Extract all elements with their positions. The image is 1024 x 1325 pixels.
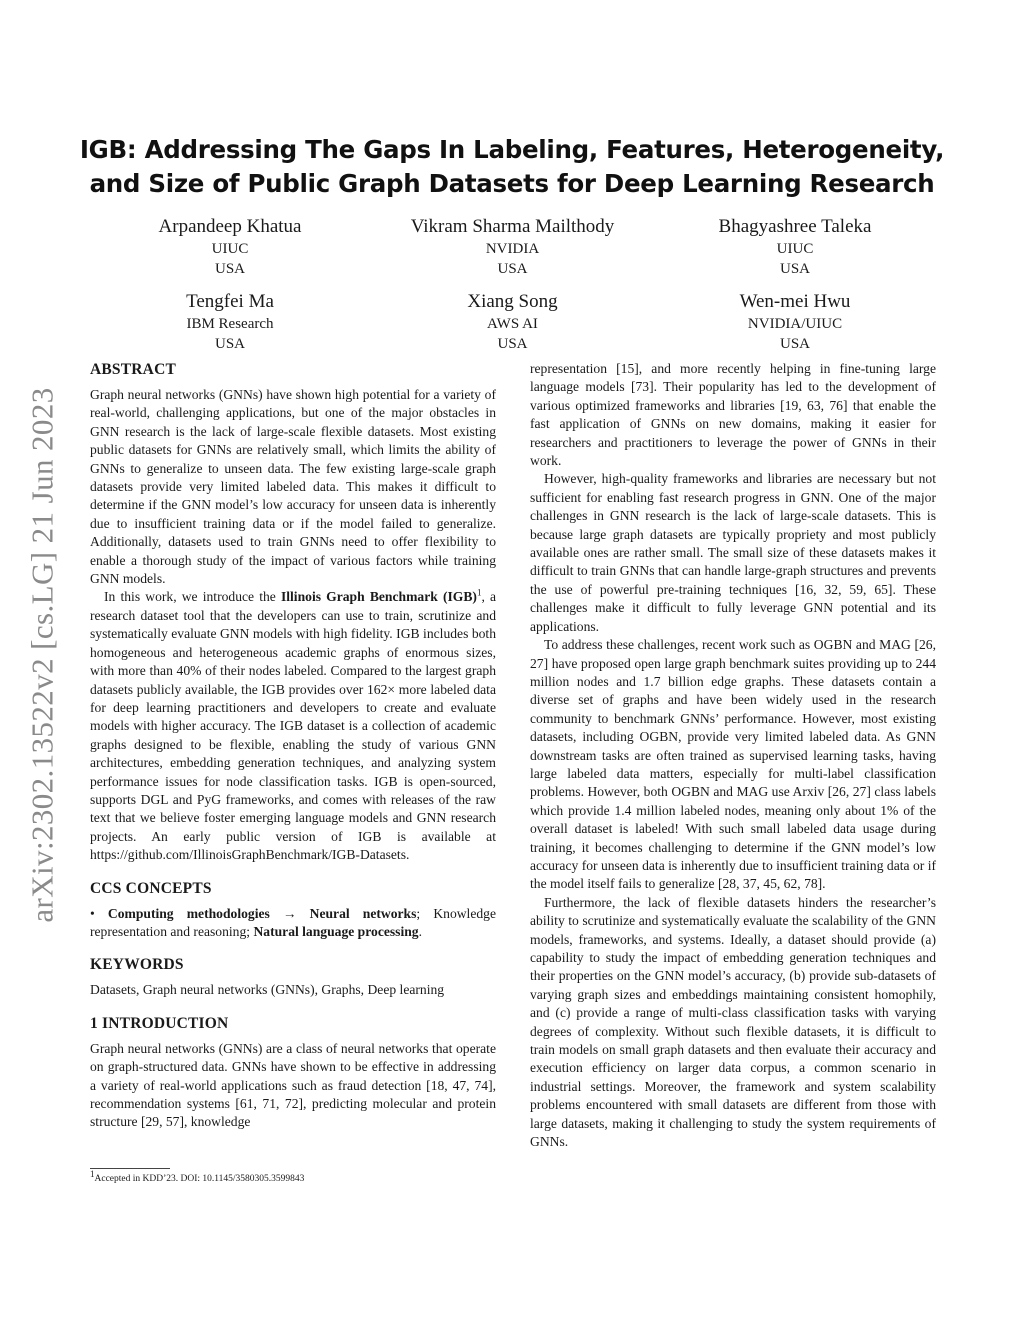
author-country: USA <box>214 336 245 352</box>
author-block <box>655 290 935 354</box>
author-country: USA <box>497 336 528 352</box>
author-country: USA <box>214 261 245 277</box>
left-column <box>90 360 496 1132</box>
author-affiliation: UIUC <box>776 241 814 257</box>
author-name: Vikram Sharma Mailthody <box>410 216 615 237</box>
footnote <box>90 1168 496 1185</box>
intro-paragraph-1: Graph neural networks (GNNs) are a class of neural networks that operate on graph-structured data. GNNs have shown to be effective in addressing a variety of real-world applications such as fraud detection [18, 47, 74], recommendation systems [61, 71, 72], predicting molecular and protein structure [29, 57], knowledge <box>90 1040 496 1130</box>
author-name: Xiang Song <box>467 291 558 312</box>
arxiv-stamp <box>22 360 64 950</box>
author-name: Wen-mei Hwu <box>739 291 851 312</box>
paper-title <box>60 133 964 201</box>
author-block <box>655 215 935 279</box>
intro-paragraph-4: Furthermore, the lack of flexible datasets hinders the researcher’s ability to scrutinize and systematically evaluate the scalability of the GNN models, frameworks, and systems. Ideally, a dataset should provide (a) capability to study the impact of embedding generation techniques and their properties on the GNN model’s accuracy, (b) provide sub-datasets of varying graph sizes and embeddings maintaining consistent homophily, and (c) provide a range of multi-class classification tasks with varying degrees of complexity. Without such flexible datasets, it is difficult to train models on small graph datasets and then evaluate their accuracy and execution efficiency on larger data corpus, a common scenario in industrial settings. Moreover, the framework and system scalability problems encountered with small datasets are different from those with large datasets, making it challenging to study the system requirements of GNNs. <box>530 894 936 1150</box>
abstract-paragraph-2 <box>90 588 496 864</box>
footnote-content: Accepted in KDD’23. DOI: 10.1145/3580305.3599843 <box>94 1174 305 1184</box>
introduction-heading: 1 INTRODUCTION <box>90 1014 229 1032</box>
author-country: USA <box>779 261 810 277</box>
title-line-1: IGB: Addressing The Gaps In Labeling, Features, Heterogeneity, <box>79 135 945 164</box>
author-block <box>90 215 370 279</box>
igb-name: Illinois Graph Benchmark (IGB) <box>280 589 477 605</box>
footnote-marker: 1 <box>476 587 482 598</box>
author-affiliation: IBM Research <box>186 316 274 332</box>
author-affiliation: NVIDIA <box>485 241 540 257</box>
abstract-p2-lead: In this work, we introduce the <box>104 589 281 605</box>
author-row-2 <box>90 290 935 354</box>
ccs-heading: CCS CONCEPTS <box>90 879 212 897</box>
abstract-p2-body: , a research dataset tool that the developers can use to train, scrutinize and systematically evaluate GNN models with high fidelity. IGB includes both homogeneous and heterogeneous academic graphs of enormous sizes, with more than 40% of their nodes labeled. Compared to the largest graph datasets publicly available, the IGB provides over 162× more labeled data for deep learning practitioners and developers to create and evaluate models with higher accuracy. The IGB dataset is a collection of academic graphs designed to be flexible, enabling the study of various GNN architectures, embedding generation techniques, and analyzing system performance issues for node classification tasks. IGB is open-sourced, supports DGL and PyG frameworks, and comes with releases of the raw text that we believe foster emerging language models and GNN research projects. An early public version of IGB is available at https://github.com/IllinoisGraphBenchmark/IGB-Datasets. <box>90 589 497 863</box>
author-affiliation: UIUC <box>211 241 249 257</box>
author-name: Bhagyashree Taleka <box>718 216 872 237</box>
footnote-rule <box>90 1168 170 1169</box>
intro-paragraph-2: However, high-quality frameworks and libraries are necessary but not sufficient for enabling fast research progress in GNN. One of the major challenges in GNN research is the lack of large-scale datasets. This is because large graph datasets are typically propriety and most publicly available ones are rather small. The small size of these datasets makes it difficult to train GNNs that can handle large-graph structures and prevents the use of powerful pre-training techniques [16, 32, 59, 65]. These challenges make it difficult to fully leverage GNN potential and its applications. <box>530 471 936 634</box>
author-block <box>373 290 653 354</box>
ccs-concept-text: ; Knowledge representation and reasoning; <box>90 905 496 939</box>
author-affiliation: AWS AI <box>487 316 538 332</box>
ccs-bullet: • <box>90 905 108 921</box>
keywords-heading: KEYWORDS <box>90 956 184 974</box>
ccs-period: . <box>418 923 423 939</box>
footnote-text <box>90 1168 496 1185</box>
abstract-paragraph-1: Graph neural networks (GNNs) have shown high potential for a variety of real-world, challenging applications, but one of the major obstacles in GNN research is the lack of large-scale flexible datasets. Most existing public datasets for GNNs are relatively small, which limits the ability of GNNs to generalize to unseen data. The few existing large-scale graph datasets provide very limited labeled data. This makes it difficult to determine if the GNN model’s low accuracy for unseen data is inherently due to insufficient training data or if the model failed to generalize. Additionally, datasets used to train GNNs need to offer flexibility to enable a thorough study of the impact of various factors while training GNN models. <box>90 387 496 587</box>
abstract-heading: ABSTRACT <box>90 361 177 378</box>
author-name: Arpandeep Khatua <box>158 216 302 237</box>
author-block <box>373 215 653 279</box>
ccs-concept-primary: Computing methodologies → Neural networks <box>107 905 417 921</box>
author-block <box>90 290 370 354</box>
author-country: USA <box>779 336 810 352</box>
author-country: USA <box>497 261 528 277</box>
footnote-number: 1 <box>90 1168 95 1179</box>
ccs-concepts <box>90 905 496 942</box>
intro-paragraph-3: To address these challenges, recent work such as OGBN and MAG [26, 27] have proposed open large graph benchmark suites providing up to 244 million nodes and 1.7 billion edge graphs. These datasets contain a diverse set of graphs and have been widely used in the research community to benchmark GNNs’ performance. However, most existing datasets, including OGBN, provide very limited labeled data. As GNN downstream tasks are often trained as supervised learning tasks, having large labeled data matters, especially for multi-label classification problems. However, both OGBN and MAG use Arxiv [26, 27] class labels which provide 1.4 million labeled nodes, meaning only about 1% of the overall dataset is labeled! With such small labeled data usage during training, it becomes challenging to determine if the GNN model’s low accuracy for unseen data is inherently due to insufficient training data or if the model itself fails to generalize [28, 37, 45, 62, 78]. <box>530 637 936 892</box>
keywords-text: Datasets, Graph neural networks (GNNs), Graphs, Deep learning <box>90 982 445 998</box>
arxiv-identifier: arXiv:2302.13522v2 [cs.LG] 21 Jun 2023 <box>25 387 61 923</box>
right-column <box>530 360 936 1151</box>
ccs-concept-nlp: Natural language processing <box>253 923 419 939</box>
title-line-2: and Size of Public Graph Datasets for Deep Learning Research <box>89 169 935 198</box>
intro-paragraph-1-continued: representation [15], and more recently helping in fine-tuning large language models [73]. Their popularity has led to the development of various optimized frameworks and libraries [19, 63, 76] that enable the fast application of GNNs on new domains, making it easier for researchers and practitioners to leverage the power of GNNs in their work. <box>530 361 936 469</box>
author-row-1 <box>90 215 935 279</box>
author-name: Tengfei Ma <box>186 291 274 312</box>
author-affiliation: NVIDIA/UIUC <box>747 316 843 332</box>
